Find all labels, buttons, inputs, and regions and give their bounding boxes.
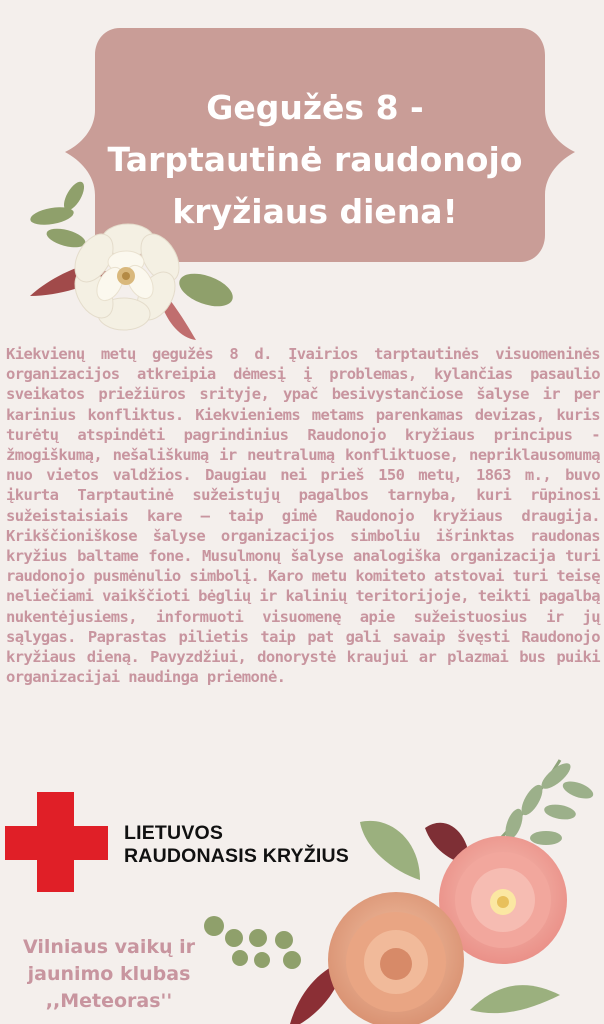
logo-line-1: LIETUVOS	[124, 822, 224, 844]
title-line: kryžiaus diena!	[172, 192, 458, 231]
club-line: ,,Meteoras''	[45, 990, 173, 1012]
body-paragraph: Kiekvienų metų gegužės 8 d. Įvairios tarptautinės visuomeninės organizacijos atkreipia dėmesį į problemas, kylančias pasaulio sveikatos priežiūros srityje, ypač besivystančiose šalyse ir per karinius konfliktus. Kiekvieniems metams parenkamas devizas, kuris turėtų atspindėti pagrindinius Raudonojo kryžiaus principus - žmogiškumą, nešališkumą ir neutralumą konfliktuose, nepriklausomumą nuo vietos valdžios. Daugiau nei prieš 150 metų, 1863 m., buvo įkurta Tarptautinė sužeistųjų pagalbos tarnyba, kuri rūpinosi sužeistaisiais kare – taip gimė Raudonojo kryžiaus draugija. Krikščioniškose šalyse organizacijos simboliu išrinktas raudonas kryžius baltame fone. Musulmonų šalyse analogiška organizacija turi raudonojo pusmėnulio simbolį. Karo metu komiteto atstovai turi teisę neliečiami vaikščioti bėglių ir kalinių teritorijoje, teikti pagalbą nukentėjusiems, informuoti visuomenę apie sužeistuosius ir jų sąlygas. Paprastas pilietis taip pat gali savaip švęsti Raudonojo kryžiaus dieną. Pavyzdžiui, donorystė kraujui ar plazmai bus puiki organizacijai naudinga priemonė.	[6, 345, 600, 687]
red-cross-icon	[5, 792, 108, 892]
title-line: Tarptautinė raudonojo	[107, 140, 523, 179]
red-cross-logo-text	[124, 822, 349, 868]
club-name	[0, 934, 218, 1015]
peach-flower-icon	[328, 892, 464, 1024]
title-line: Gegužės 8 -	[206, 88, 424, 127]
club-line: Vilniaus vaikų ir	[22, 936, 196, 958]
club-line: jaunimo klubas	[27, 963, 191, 985]
page-title	[80, 82, 550, 238]
logo-line-2: RAUDONASIS KRYŽIUS	[124, 845, 349, 867]
